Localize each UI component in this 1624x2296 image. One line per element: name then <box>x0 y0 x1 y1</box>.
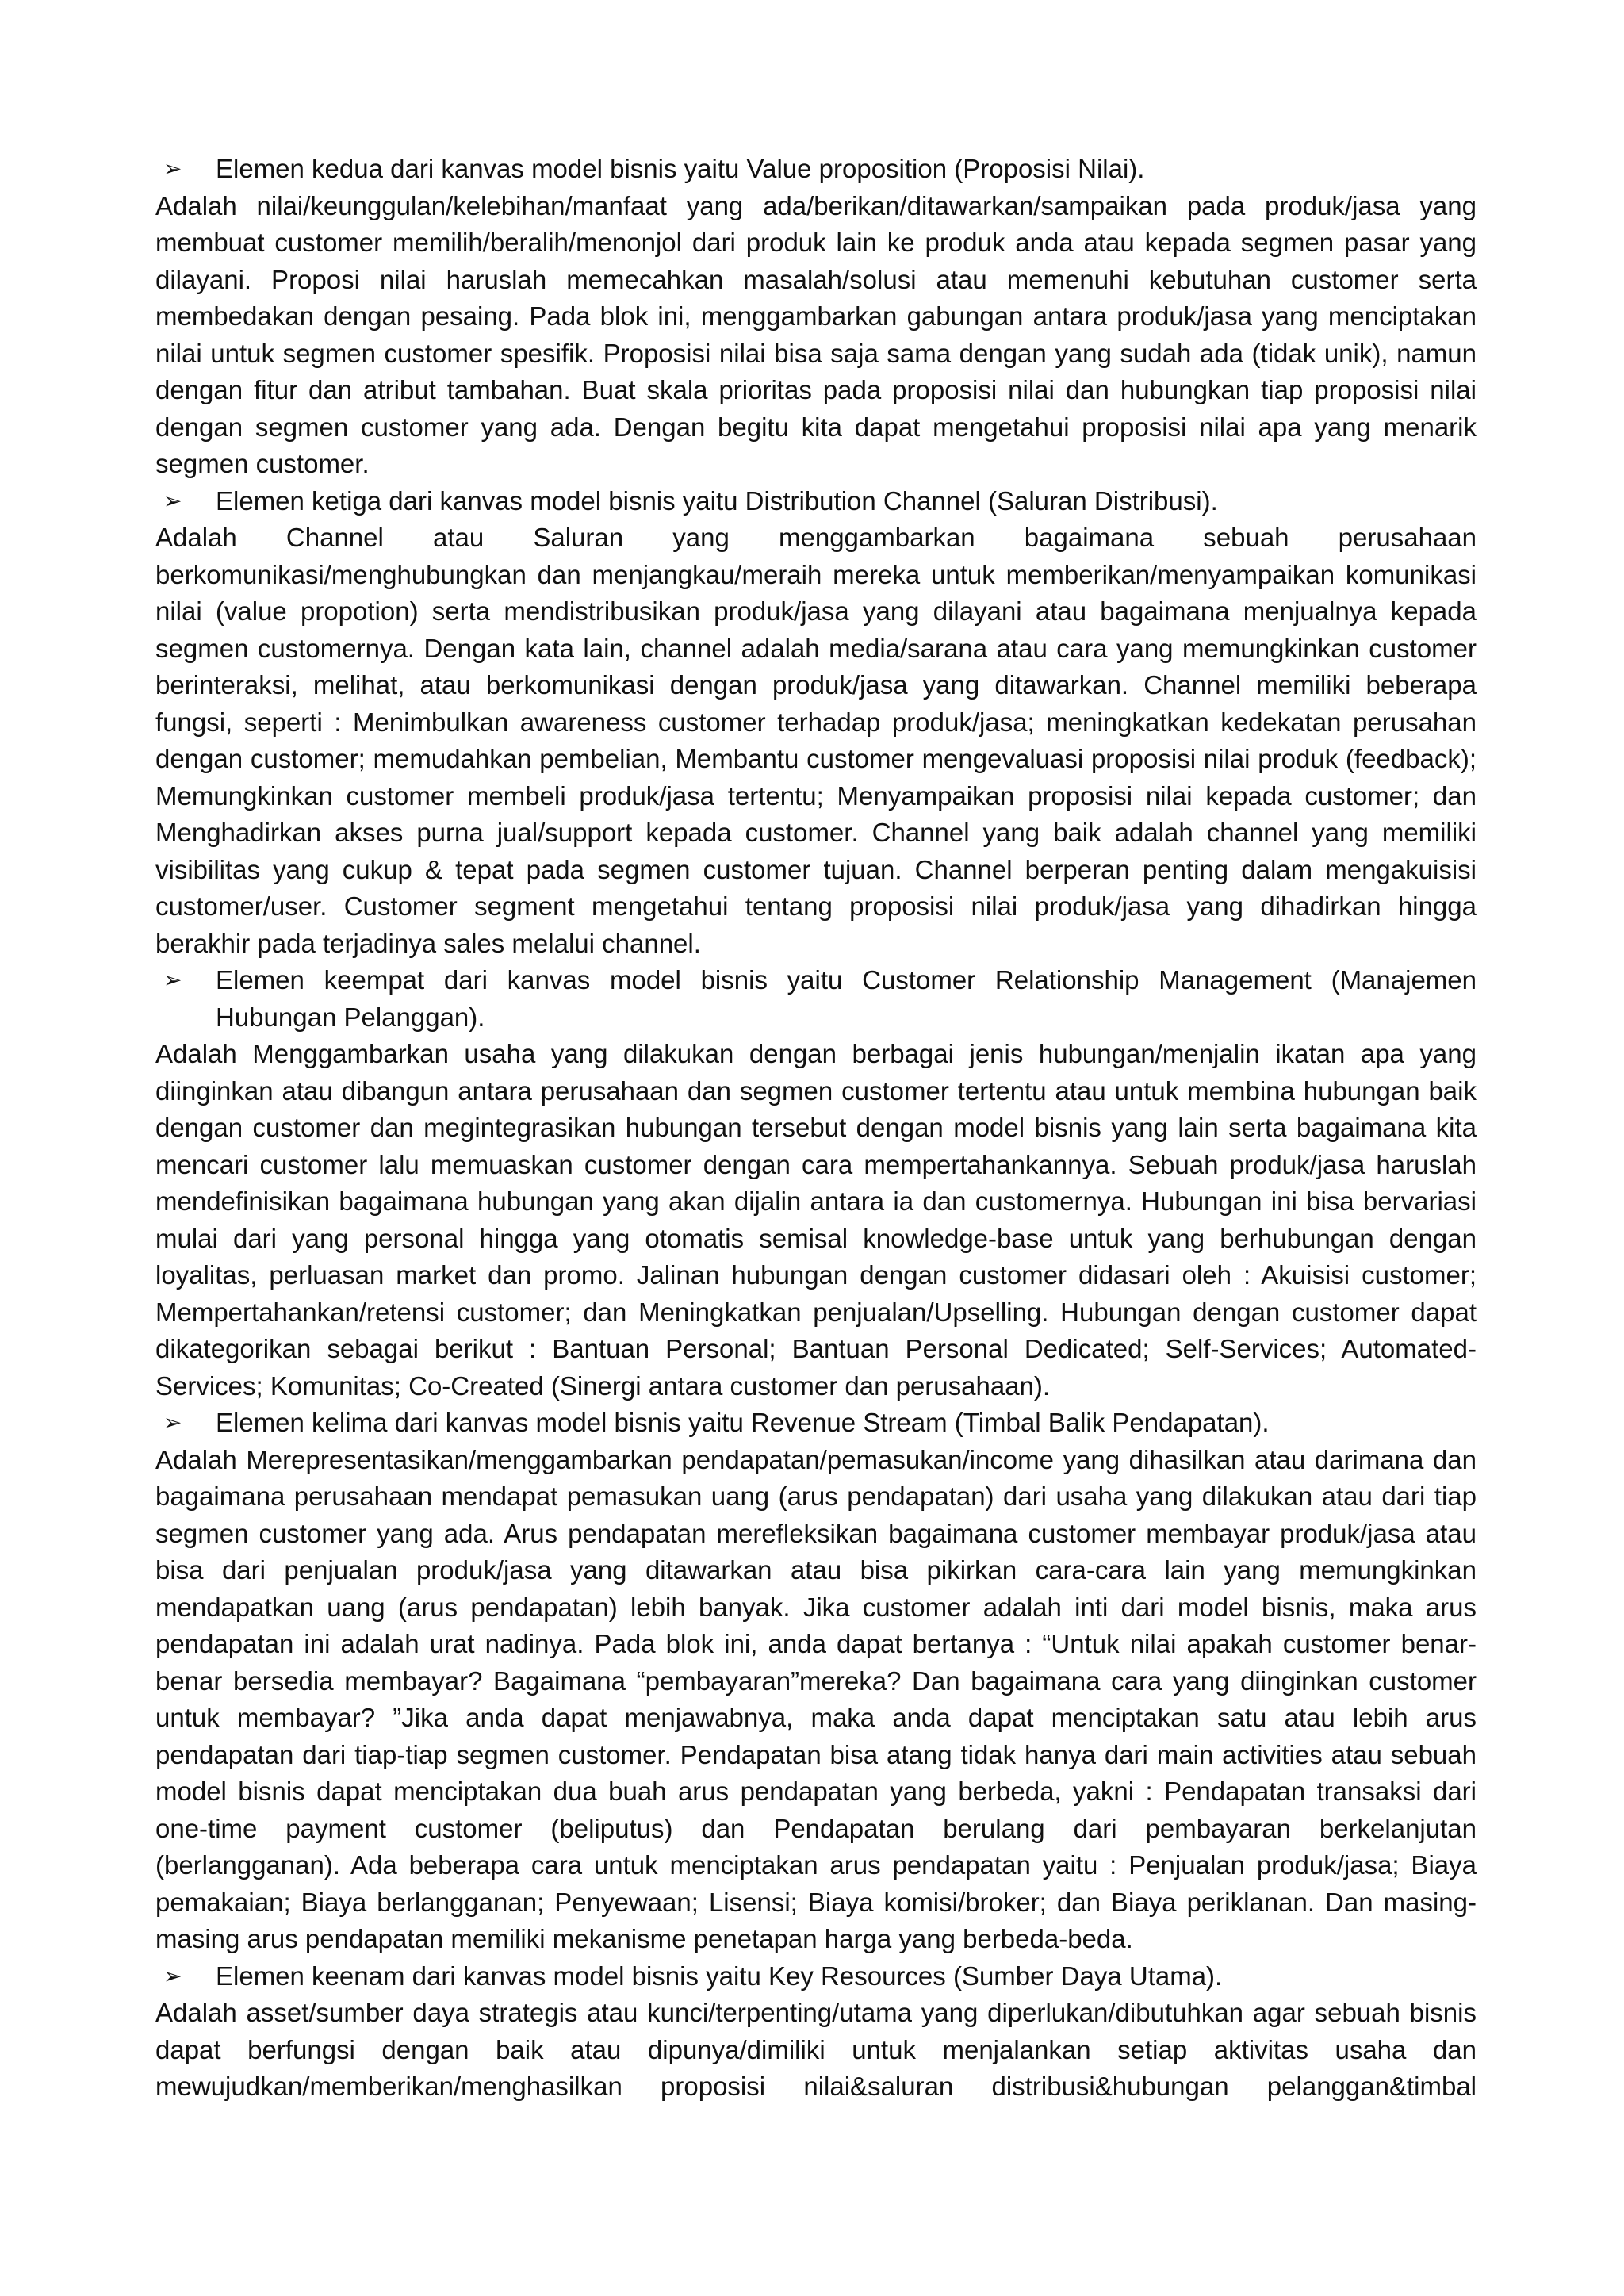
paragraph-value-proposition: Adalah nilai/keunggulan/kelebihan/manfaat yang ada/berikan/ditawarkan/sampaikan pada produk/jasa yang membuat customer memilih/beralih/menonjol dari produk lain ke produk anda atau kepada segmen pasar yang dilayani. Proposi nilai haruslah memecahkan masalah/solusi atau memenuhi kebutuhan customer serta membedakan dengan pesaing. Pada blok ini, menggambarkan gabungan antara produk/jasa yang menciptakan nilai untuk segmen customer spesifik. Proposisi nilai bisa saja sama dengan yang sudah ada (tidak unik), namun dengan fitur dan atribut tambahan. Buat skala prioritas pada proposisi nilai dan hubungkan tiap proposisi nilai dengan segmen customer yang ada. Dengan begitu kita dapat mengetahui proposisi nilai apa yang menarik segmen customer. <box>155 190 1477 478</box>
arrow-bullet-icon: ➢ <box>163 487 182 514</box>
bullet-text: Elemen keenam dari kanvas model bisnis yaitu Key Resources (Sumber Daya Utama). <box>216 1961 1223 1991</box>
arrow-bullet-icon: ➢ <box>163 1962 182 1989</box>
bullet-text: Elemen keempat dari kanvas model bisnis yaitu Customer Relationship Management (Manajemen Hubungan Pelanggan). <box>216 965 1477 1032</box>
bullet-key-resources <box>155 1958 1477 1995</box>
arrow-bullet-icon: ➢ <box>163 1409 182 1435</box>
bullet-text: Elemen ketiga dari kanvas model bisnis yaitu Distribution Channel (Saluran Distribusi). <box>216 485 1218 516</box>
arrow-bullet-icon: ➢ <box>163 155 182 182</box>
bullet-revenue-stream <box>155 1405 1477 1442</box>
arrow-bullet-icon: ➢ <box>163 967 182 993</box>
bullet-distribution-channel <box>155 483 1477 520</box>
bullet-text: Elemen kelima dari kanvas model bisnis yaitu Revenue Stream (Timbal Balik Pendapatan). <box>216 1408 1270 1437</box>
bullet-customer-relationship <box>155 962 1477 1036</box>
bullet-value-proposition <box>155 151 1477 188</box>
paragraph-distribution-channel: Adalah Channel atau Saluran yang menggambarkan bagaimana sebuah perusahaan berkomunikasi/menghubungkan dan menjangkau/meraih mereka untuk memberikan/menyampaikan komunikasi nilai (value propotion) serta mendistribusikan produk/jasa yang dilayani atau bagaimana menjualnya kepada segmen customernya. Dengan kata lain, channel adalah media/sarana atau cara yang memungkinkan customer berinteraksi, melihat, atau berkomunikasi dengan produk/jasa yang ditawarkan. Channel memiliki beberapa fungsi, seperti : Menimbulkan awareness customer terhadap produk/jasa; meningkatkan kedekatan perusahan dengan customer; memudahkan pembelian, Membantu customer mengevaluasi proposisi nilai produk (feedback); Memungkinkan customer membeli produk/jasa tertentu; Menyampaikan proposisi nilai kepada customer; dan Menghadirkan akses purna jual/support kepada customer. Channel yang baik adalah channel yang memiliki visibilitas yang cukup & tepat pada segmen customer tujuan. Channel berperan penting dalam mengakuisisi customer/user. Customer segment mengetahui tentang proposisi nilai produk/jasa yang dihadirkan hingga berakhir pada terjadinya sales melalui channel. <box>155 523 1477 958</box>
paragraph-customer-relationship: Adalah Menggambarkan usaha yang dilakukan dengan berbagai jenis hubungan/menjalin ikatan apa yang diinginkan atau dibangun antara perusahaan dan segmen customer tertentu atau untuk membina hubungan baik dengan customer dan megintegrasikan hubungan tersebut dengan model bisnis yang lain serta bagaimana kita mencari customer lalu memuaskan customer dengan cara mempertahankannya. Sebuah produk/jasa haruslah mendefinisikan bagaimana hubungan yang akan dijalin antara ia dan customernya. Hubungan ini bisa bervariasi mulai dari yang personal hingga yang otomatis semisal knowledge-base untuk yang berhubungan dengan loyalitas, perluasan market dan promo. Jalinan hubungan dengan customer didasari oleh : Akuisisi customer; Mempertahankan/retensi customer; dan Meningkatkan penjualan/Upselling. Hubungan dengan customer dapat dikategorikan sebagai berikut : Bantuan Personal; Bantuan Personal Dedicated; Self-Services; Automated-Services; Komunitas; Co-Created (Sinergi antara customer dan perusahaan). <box>155 1039 1477 1401</box>
bullet-text: Elemen kedua dari kanvas model bisnis yaitu Value proposition (Proposisi Nilai). <box>216 154 1145 183</box>
document-page <box>155 151 1477 2106</box>
paragraph-revenue-stream: Adalah Merepresentasikan/menggambarkan pendapatan/pemasukan/income yang dihasilkan atau darimana dan bagaimana perusahaan mendapat pemasukan uang (arus pendapatan) dari usaha yang dilakukan atau dari tiap segmen customer yang ada. Arus pendapatan merefleksikan bagaimana customer membayar produk/jasa atau bisa dari penjualan produk/jasa yang ditawarkan atau bisa pikirkan cara-cara lain yang memungkinkan mendapatkan uang (arus pendapatan) lebih banyak. Jika customer adalah inti dari model bisnis, maka arus pendapatan ini adalah urat nadinya. Pada blok ini, anda dapat bertanya : “Untuk nilai apakah customer benar-benar bersedia membayar? Bagaimana “pembayaran”mereka? Dan bagaimana cara yang diinginkan customer untuk membayar? ”Jika anda dapat menjawabnya, maka anda dapat menciptakan satu atau lebih arus pendapatan dari tiap-tiap segmen customer. Pendapatan bisa atang tidak hanya dari main activities atau sebuah model bisnis dapat menciptakan dua buah arus pendapatan yang berbeda, yakni : Pendapatan transaksi dari one-time payment customer (beliputus) dan Pendapatan berulang dari pembayaran berkelanjutan (berlangganan). Ada beberapa cara untuk menciptakan arus pendapatan yaitu : Penjualan produk/jasa; Biaya pemakaian; Biaya berlangganan; Penyewaan; Lisensi; Biaya komisi/broker; dan Biaya periklanan. Dan masing-masing arus pendapatan memiliki mekanisme penetapan harga yang berbeda-beda. <box>155 1444 1477 1953</box>
paragraph-key-resources: Adalah asset/sumber daya strategis atau kunci/terpenting/utama yang diperlukan/dibutuhkan agar sebuah bisnis dapat berfungsi dengan baik atau dipunya/dimiliki untuk menjalankan setiap aktivitas usaha dan mewujudkan/memberikan/menghasilkan proposisi nilai&saluran distribusi&hubungan pelanggan&timbal <box>155 1998 1477 2101</box>
